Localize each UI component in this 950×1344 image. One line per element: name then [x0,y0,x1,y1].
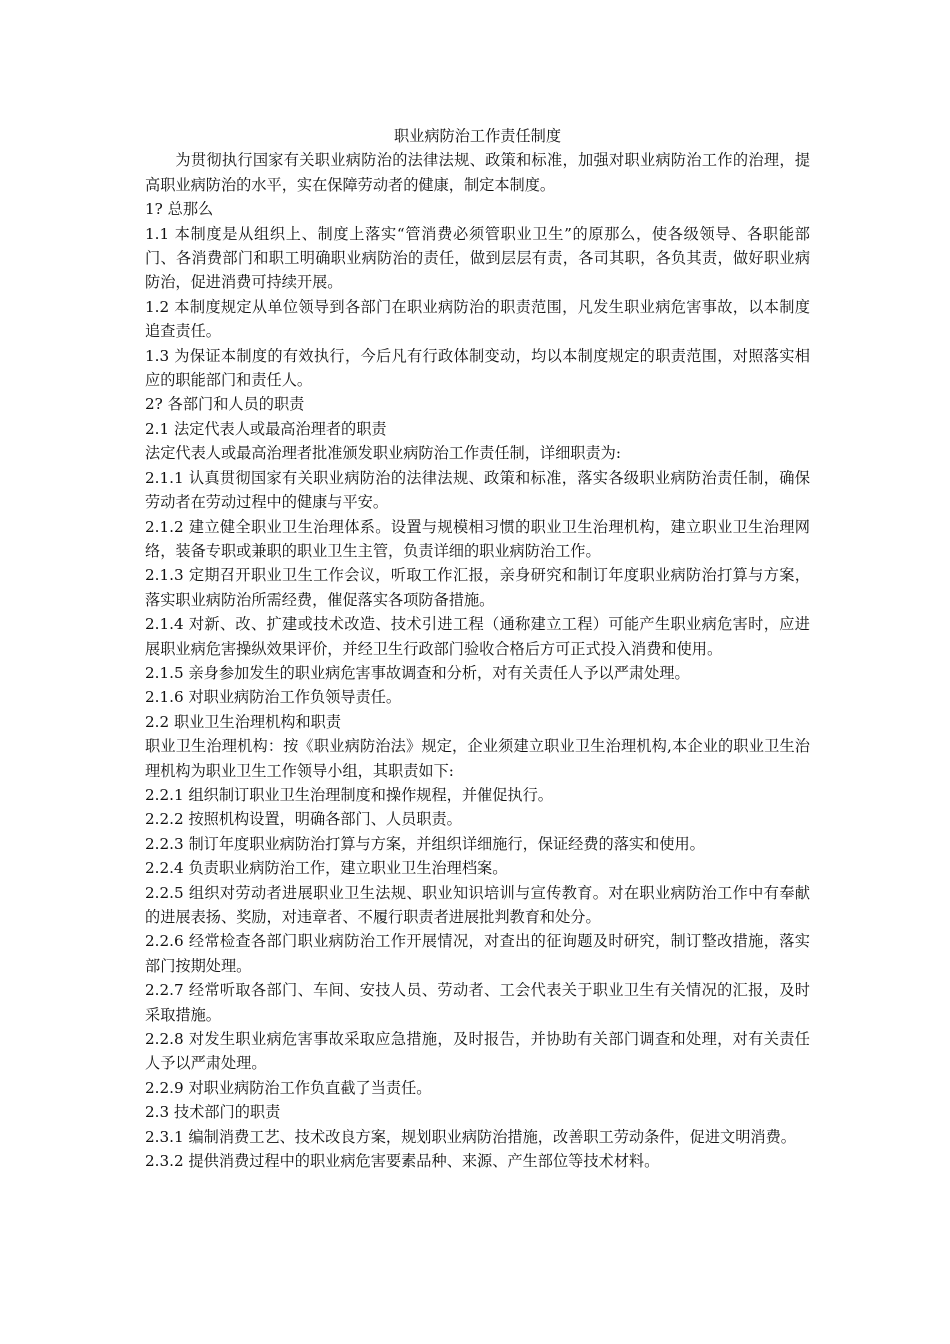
body-paragraph: 2.1.4 对新、改、扩建或技术改造、技术引进工程（通称建立工程）可能产生职业病危害时，应进展职业病危害操纵效果评价，并经卫生行政部门验收合格后方可正式投入消费和使用。 [145,615,810,658]
body-paragraph: 1.3 为保证本制度的有效执行，今后凡有行政体制变动，均以本制度规定的职责范围，对照落实相应的职能部门和责任人。 [145,346,810,390]
body-paragraph: 2.1.6 对职业病防治工作负领导责任。 [145,688,402,707]
body-paragraph: 1? 总那么 [145,200,214,219]
body-paragraph: 2.1.5 亲身参加发生的职业病危害事故调查和分析，对有关责任人予以严肃处理。 [145,663,690,682]
body-paragraph: 2.2.8 对发生职业病危害事故采取应急措施，及时报告，并协助有关部门调查和处理，对有关责任人予以严肃处理。 [145,1030,810,1073]
body-paragraph: 2.2.9 对职业病防治工作负直截了当责任。 [145,1078,432,1097]
body-paragraph: 法定代表人或最高治理者批准颁发职业病防治工作责任制，详细职责为: [145,444,621,463]
body-paragraph: 2.3 技术部门的职责 [145,1103,281,1122]
body-paragraph: 1.1 本制度是从组织上、制度上落实“管消费必须管职业卫生”的原那么，使各级领导、各职能部门、各消费部门和职工明确职业病防治的责任，做到层层有责，各司其职，各负其责，做好职业病防治，促进消费可持续开展。 [145,224,810,292]
body-paragraph: 2.3.1 编制消费工艺、技术改良方案，规划职业病防治措施，改善职工劳动条件，促进文明消费。 [145,1127,796,1146]
body-paragraph: 职业卫生治理机构：按《职业病防治法》规定，企业须建立职业卫生治理机构,本企业的职业卫生治理机构为职业卫生工作领导小组，其职责如下: [145,737,810,780]
body-paragraph: 2.1 法定代表人或最高治理者的职责 [145,419,387,438]
body-paragraph: 2.2.2 按照机构设置，明确各部门、人员职责。 [145,810,462,829]
paragraph-list [145,148,810,1173]
document-body [145,124,810,1173]
body-paragraph: 2.2 职业卫生治理机构和职责 [145,712,342,731]
body-paragraph: 2.2.1 组织制订职业卫生治理制度和操作规程，并催促执行。 [145,785,553,804]
body-paragraph: 2.1.1 认真贯彻国家有关职业病防治的法律法规、政策和标准，落实各级职业病防治责任制，确保劳动者在劳动过程中的健康与平安。 [145,468,810,512]
body-paragraph: 为贯彻执行国家有关职业病防治的法律法规、政策和标准，加强对职业病防治工作的治理，提高职业病防治的水平，实在保障劳动者的健康，制定本制度。 [145,151,810,194]
body-paragraph: 2.3.2 提供消费过程中的职业病危害要素品种、来源、产生部位等技术材料。 [145,1152,660,1171]
body-paragraph: 1.2 本制度规定从单位领导到各部门在职业病防治的职责范围，凡发生职业病危害事故，以本制度追查责任。 [145,297,810,341]
body-paragraph: 2.2.4 负责职业病防治工作，建立职业卫生治理档案。 [145,859,508,878]
body-paragraph: 2.1.3 定期召开职业卫生工作会议，听取工作汇报，亲身研究和制订年度职业病防治打算与方案，落实职业病防治所需经费，催促落实各项防备措施。 [145,566,810,609]
document-title: 职业病防治工作责任制度 [393,127,562,145]
body-paragraph: 2? 各部门和人员的职责 [145,395,305,414]
body-paragraph: 2.1.2 建立健全职业卫生治理体系。设置与规模相习惯的职业卫生治理机构，建立职业卫生治理网络，装备专职或兼职的职业卫生主管，负责详细的职业病防治工作。 [145,517,810,560]
body-paragraph: 2.2.5 组织对劳动者进展职业卫生法规、职业知识培训与宣传教育。对在职业病防治工作中有奉献的进展表扬、奖励，对违章者、不履行职责者进展批判教育和处分。 [145,883,810,926]
body-paragraph: 2.2.3 制订年度职业病防治打算与方案，并组织详细施行，保证经费的落实和使用。 [145,834,705,853]
body-paragraph: 2.2.7 经常听取各部门、车间、安技人员、劳动者、工会代表关于职业卫生有关情况的汇报，及时采取措施。 [145,981,810,1024]
body-paragraph: 2.2.6 经常检查各部门职业病防治工作开展情况，对查出的征询题及时研究，制订整改措施，落实部门按期处理。 [145,932,810,975]
